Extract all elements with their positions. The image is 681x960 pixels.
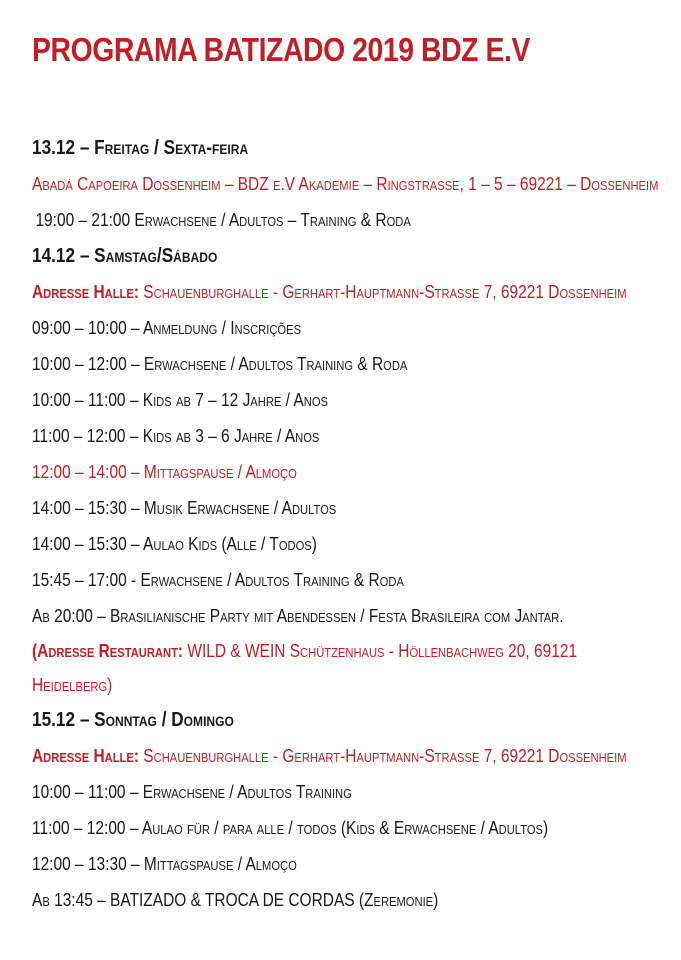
schedule-item: 14:00 – 15:30 – Aulao Kids (Alle / Todos) bbox=[32, 534, 317, 554]
address-text: Schauenburghalle - Gerhart-Hauptmann-Straße 7, 69221 Dossenheim bbox=[143, 746, 627, 766]
day-heading-sunday: 15.12 – Sonntag / Domingo bbox=[32, 709, 234, 731]
address-line bbox=[32, 274, 651, 310]
schedule-item: 19:00 – 21:00 Erwachsene / Adultos – Training & Roda bbox=[35, 210, 411, 230]
address-label: Adresse Halle: bbox=[32, 746, 139, 766]
schedule-item: 10:00 – 11:00 – Erwachsene / Adultos Training bbox=[32, 782, 352, 802]
schedule-item: 10:00 – 12:00 – Erwachsene / Adultos Training & Roda bbox=[32, 354, 408, 374]
location-line: Abadá Capoeira Dossenheim – BDZ e.V Akademie – Ringstraße, 1 – 5 – 69221 – Dossenheim bbox=[32, 174, 659, 194]
page-title: PROGRAMA BATIZADO 2019 BDZ E.V bbox=[32, 31, 531, 68]
lunch-break: 12:00 – 14:00 – Mittagspause / Almoço bbox=[32, 462, 297, 482]
schedule-item: 14:00 – 15:30 – Musik Erwachsene / Adultos bbox=[32, 498, 337, 518]
schedule-item: 15:45 – 17:00 - Erwachsene / Adultos Training & Roda bbox=[32, 570, 404, 590]
schedule-item: 12:00 – 13:30 – Mittagspause / Almoço bbox=[32, 854, 297, 874]
day-heading-saturday: 14.12 – Samstag/Sábado bbox=[32, 245, 218, 267]
address-line bbox=[32, 738, 651, 774]
schedule-item: 10:00 – 11:00 – Kids ab 7 – 12 Jahre / Anos bbox=[32, 390, 328, 410]
schedule-item: 11:00 – 12:00 – Aulao für / para alle / todos (Kids & Erwachsene / Adultos) bbox=[32, 818, 549, 838]
restaurant-open-paren: ( bbox=[32, 641, 38, 661]
schedule-item: 09:00 – 10:00 – Anmeldung / Inscrições bbox=[32, 318, 302, 338]
restaurant-address bbox=[32, 634, 651, 702]
restaurant-label: Adresse Restaurant: bbox=[37, 641, 184, 661]
address-label: Adresse Halle: bbox=[32, 282, 139, 302]
restaurant-text: WILD & WEIN Schützenhaus - Höllenbachweg 20, 69121 Heidelberg) bbox=[32, 641, 578, 695]
schedule-item: Ab 20:00 – Brasilianische Party mit Abendessen / Festa Brasileira com Jantar. bbox=[32, 606, 564, 626]
schedule-item: Ab 13:45 – BATIZADO & TROCA DE CORDAS (Zeremonie) bbox=[32, 890, 439, 910]
schedule-item: 11:00 – 12:00 – Kids ab 3 – 6 Jahre / Anos bbox=[32, 426, 320, 446]
day-heading-friday: 13.12 – Freitag / Sexta-feira bbox=[32, 137, 249, 159]
address-text: Schauenburghalle - Gerhart-Hauptmann-Straße 7, 69221 Dossenheim bbox=[143, 282, 627, 302]
